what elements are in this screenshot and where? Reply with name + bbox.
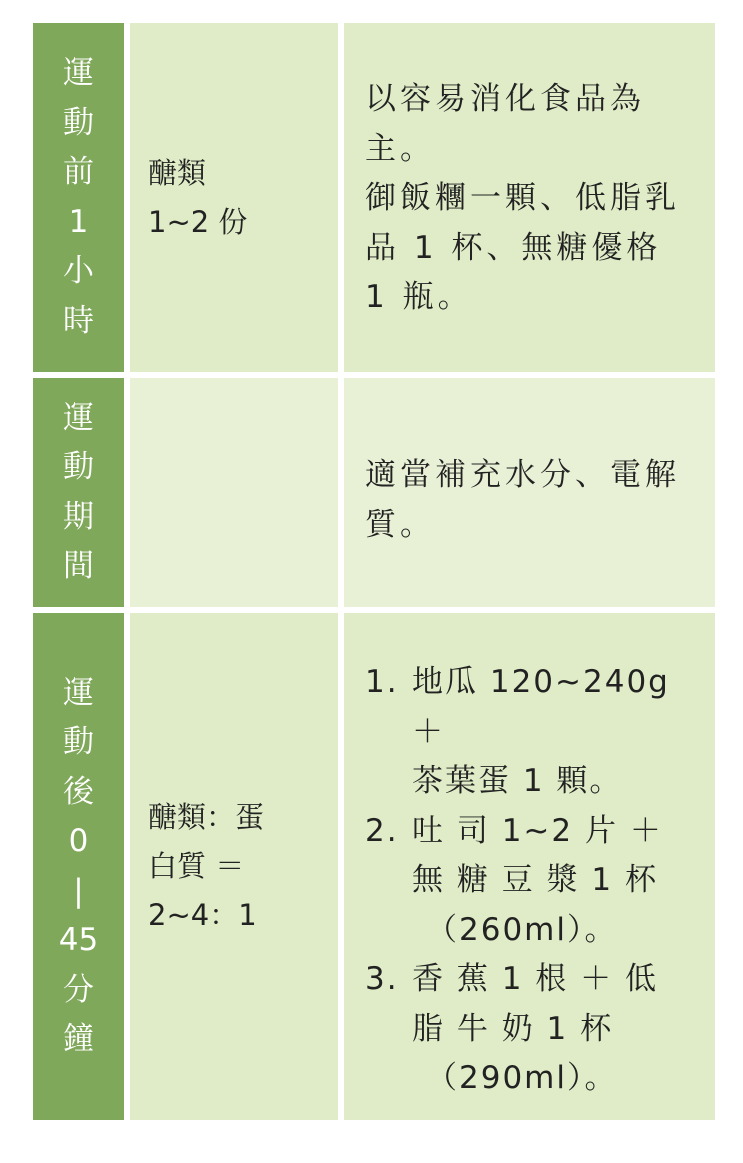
list-line: （290ml）。	[426, 1060, 618, 1096]
nutrient-cell	[130, 23, 338, 372]
list-number: 1.	[365, 664, 399, 700]
nutrient-line: 1~2 份	[148, 204, 248, 239]
timing-cell	[33, 613, 124, 1120]
timing-char: 動	[63, 449, 94, 485]
advice-list-item	[365, 658, 697, 807]
timing-char: 運	[63, 55, 94, 91]
nutrient-line: 白質 ＝	[148, 849, 245, 883]
list-line: 茶葉蛋 1 顆。	[412, 763, 623, 799]
list-line: 地瓜 120~240g ＋	[412, 664, 670, 750]
timing-char: 運	[63, 399, 94, 436]
nutrient-line: 醣類	[148, 155, 207, 190]
advice-cell	[344, 613, 715, 1120]
nutrient-line: 醣類：蛋	[148, 800, 265, 834]
advice-paragraph: 以容易消化食品為主。	[365, 81, 645, 167]
nutrient-line: 2~4：1	[148, 898, 257, 932]
nutrient-cell	[130, 613, 338, 1120]
timing-char: 前	[63, 154, 94, 190]
timing-char: 小	[63, 253, 94, 289]
timing-char: 分	[63, 971, 94, 1008]
list-number: 2.	[365, 812, 399, 849]
list-line: 香 蕉 1 根 ＋ 低	[412, 961, 658, 997]
timing-char: |	[73, 872, 84, 909]
advice-list-item	[365, 807, 697, 956]
list-line: 吐 司 1~2 片 ＋	[412, 812, 663, 849]
timing-char: 鐘	[63, 1021, 94, 1057]
timing-char: 45	[58, 922, 99, 958]
timing-char: 0	[68, 823, 89, 859]
table-row	[33, 23, 715, 372]
timing-char: 1	[68, 203, 89, 240]
advice-paragraph: 御飯糰一顆、低脂乳品 1 杯、無糖優格 1 瓶。	[365, 180, 680, 315]
advice-cell	[344, 23, 715, 372]
table-row	[33, 613, 715, 1120]
table-row	[33, 378, 715, 607]
advice-paragraph: 適當補充水分、電解質。	[365, 457, 680, 543]
timing-char: 動	[63, 724, 94, 760]
advice-cell	[344, 378, 715, 607]
timing-char: 間	[63, 548, 94, 584]
advice-list-item	[365, 955, 697, 1104]
diet-table	[33, 23, 715, 1120]
timing-char: 運	[63, 674, 94, 711]
list-number: 3.	[365, 961, 399, 997]
timing-char: 後	[63, 773, 94, 810]
timing-cell	[33, 378, 124, 607]
timing-char: 時	[63, 302, 94, 339]
list-line: 脂 牛 奶 1 杯	[412, 1010, 614, 1047]
timing-cell	[33, 23, 124, 372]
nutrient-cell	[130, 378, 338, 607]
list-line: （260ml）。	[426, 911, 618, 948]
list-line: 無 糖 豆 漿 1 杯	[412, 862, 658, 898]
timing-char: 期	[63, 498, 94, 535]
timing-char: 動	[63, 104, 94, 141]
